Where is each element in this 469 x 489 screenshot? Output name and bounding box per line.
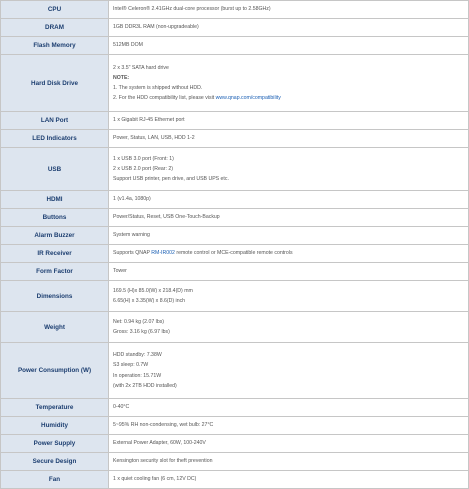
spec-value-line: Gross: 3.16 kg (6.97 lbs) [113, 329, 170, 335]
spec-label: Weight [1, 312, 109, 343]
spec-value-line: 2 x 3.5" SATA hard drive [113, 64, 169, 71]
spec-value [109, 1, 469, 19]
spec-value-line [113, 250, 464, 256]
spec-label: Alarm Buzzer [1, 227, 109, 245]
ir-prefix: Supports QNAP [113, 250, 152, 257]
spec-value [109, 399, 469, 417]
spec-label: Temperature [1, 399, 109, 417]
spec-value [109, 312, 469, 343]
ir-suffix: remote control or MCE-compatible remote controls [174, 250, 293, 257]
spec-row-flash-memory [1, 37, 469, 55]
spec-label: Humidity [1, 417, 109, 435]
spec-label: IR Receiver [1, 245, 109, 263]
spec-value-line: 169.5 (H)x 85.0(W) x 218.4(D) mm [113, 287, 193, 294]
spec-label: LAN Port [1, 112, 109, 130]
spec-row-led-indicators [1, 130, 469, 148]
spec-row-hard-disk-drive [1, 55, 469, 112]
note-heading: NOTE: [113, 74, 130, 81]
spec-value [109, 343, 469, 399]
spec-value-line: 1 x USB 3.0 port (Front: 1) [113, 155, 174, 162]
spec-value-line: (with 2x 2TB HDD installed) [113, 382, 177, 389]
spec-value-line: 0-40°C [113, 404, 130, 411]
spec-label: Buttons [1, 209, 109, 227]
spec-value-line: Power/Status, Reset, USB One-Touch-Backup [113, 214, 220, 221]
spec-value-line: Power, Status, LAN, USB, HDD 1-2 [113, 135, 195, 142]
spec-value [109, 227, 469, 245]
spec-value-line: 1GB DDR3L RAM (non-upgradeable) [113, 24, 199, 31]
spec-value [109, 19, 469, 37]
spec-value [109, 245, 469, 263]
spec-label: LED Indicators [1, 130, 109, 148]
rm-ir002-link[interactable]: RM-IR002 [151, 250, 175, 257]
spec-value [109, 263, 469, 281]
spec-row-usb [1, 148, 469, 191]
spec-row-humidity [1, 417, 469, 435]
spec-value [109, 281, 469, 312]
spec-row-dimensions [1, 281, 469, 312]
spec-label: Power Consumption (W) [1, 343, 109, 399]
spec-value-line: 2 x USB 2.0 port (Rear: 2) [113, 165, 173, 172]
spec-value [109, 55, 469, 112]
spec-value-line: 5~95% RH non-condensing, wet bulb: 27°C [113, 422, 214, 429]
spec-label: Dimensions [1, 281, 109, 312]
spec-value-line: S3 sleep: 0.7W [113, 362, 149, 369]
spec-value-line: Intel® Celeron® 2.41GHz dual-core processor (burst up to 2.58GHz) [113, 6, 271, 13]
spec-row-temperature [1, 399, 469, 417]
spec-value [109, 191, 469, 209]
spec-label: Hard Disk Drive [1, 55, 109, 112]
spec-value-line: 6.65(H) x 3.35(W) x 8.6(D) inch [113, 298, 186, 304]
spec-value-line: 1 (v1.4a, 1080p) [113, 196, 151, 203]
spec-row-power-supply [1, 435, 469, 453]
spec-value [109, 130, 469, 148]
spec-row-alarm-buzzer [1, 227, 469, 245]
spec-value [109, 435, 469, 453]
spec-value-line: HDD standby: 7.38W [113, 352, 162, 359]
spec-value [109, 112, 469, 130]
spec-value [109, 417, 469, 435]
spec-label: CPU [1, 1, 109, 19]
spec-value-line: Tower [113, 268, 127, 275]
spec-label: Power Supply [1, 435, 109, 453]
spec-value-line: Kensington security slot for theft prevention [113, 458, 213, 465]
spec-row-secure-design [1, 453, 469, 471]
spec-label: HDMI [1, 191, 109, 209]
spec-label: Flash Memory [1, 37, 109, 55]
spec-label: DRAM [1, 19, 109, 37]
spec-value-line: System warning [113, 232, 150, 239]
spec-row-ir-receiver [1, 245, 469, 263]
spec-value [109, 148, 469, 191]
spec-value [109, 453, 469, 471]
spec-row-form-factor [1, 263, 469, 281]
spec-row-power-consumption [1, 343, 469, 399]
spec-row-hdmi [1, 191, 469, 209]
link-prefix: 2. For the HDD compatibility list, please visit [113, 95, 216, 102]
spec-value-line: External Power Adapter, 60W, 100-240V [113, 440, 206, 447]
spec-row-dram [1, 19, 469, 37]
spec-value-line: Support USB printer, pen drive, and USB UPS etc. [113, 176, 229, 183]
spec-row-buttons [1, 209, 469, 227]
spec-value-line: 1 x Gigabit RJ-45 Ethernet port [113, 117, 185, 124]
spec-label: Secure Design [1, 453, 109, 471]
spec-row-cpu [1, 1, 469, 19]
spec-value [109, 209, 469, 227]
spec-value-line: 512MB DOM [113, 42, 143, 49]
spec-label: USB [1, 148, 109, 191]
spec-row-weight [1, 312, 469, 343]
compatibility-link[interactable]: www.qnap.com/compatibility [215, 95, 281, 102]
spec-value-line: 1 x quiet cooling fan (6 cm, 12V DC) [113, 476, 197, 483]
spec-label: Fan [1, 471, 109, 489]
spec-row-lan-port [1, 112, 469, 130]
spec-value-line: 1. The system is shipped without HDD. [113, 85, 203, 91]
spec-value-line [113, 95, 464, 101]
spec-value-line: In operation: 15.71W [113, 372, 162, 379]
spec-value [109, 37, 469, 55]
spec-value-line: Net: 0.94 kg (2.07 lbs) [113, 318, 165, 325]
spec-label: Form Factor [1, 263, 109, 281]
